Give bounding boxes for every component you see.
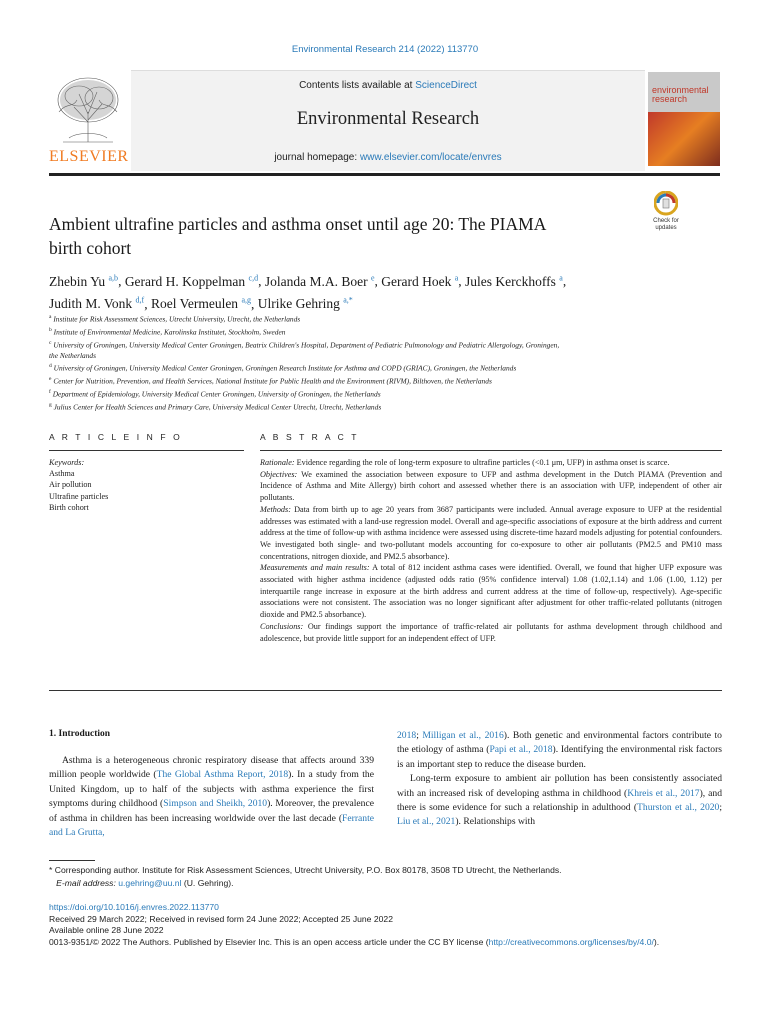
affiliation-text: University of Groningen, University Medical Center Groningen, Beatrix Children's Hospital, Department of Pediatric Pulmonology and Pediatric Allergology, Groningen, [53,340,560,350]
check-updates-icon [654,191,678,217]
body-text: Long-term exposure to ambient air pollution has been consistently associated with an increased risk of developing asthma in childhood ( [397,773,722,799]
citation-link[interactable]: Simpson and Sheikh, 2010 [163,798,268,810]
citation-link[interactable]: Milligan et al., 2016 [422,730,504,741]
doi-link[interactable]: https://doi.org/10.1016/j.envres.2022.113770 [49,902,219,912]
author-separator: , [144,296,151,311]
affiliation-item [49,338,689,351]
author-affiliation-sup[interactable]: a [559,273,563,282]
affiliation-item [49,312,689,325]
title-line-1: Ambient ultrafine particles and asthma onset until age 20: The PIAMA [49,214,547,234]
body-text: ), and there is some evidence for such a relationship in adulthood ( [397,787,723,814]
elsevier-logo[interactable] [49,72,127,166]
contents-line [131,80,645,91]
author[interactable] [465,274,563,289]
author-affiliation-sup[interactable]: a [454,273,459,282]
abstract-results [260,562,722,621]
author[interactable] [49,296,144,311]
author-separator: , [374,273,382,289]
publication-info [49,902,739,949]
license-text: 0013-9351/© 2022 The Authors. Published by Elsevier Inc. This is an open access article under the CC BY license ( [49,937,489,948]
body-text: ). Identifying the environmental risk factors is an important step to reduce the disease burden. [397,744,722,770]
affiliation-item [49,400,689,413]
author[interactable] [49,274,118,289]
keyword-item: Birth cohort [49,502,89,512]
author[interactable] [265,274,375,289]
received-dates: Received 29 March 2022; Received in revised form 24 June 2022; Accepted 25 June 2022 [49,913,393,924]
citation-link[interactable]: Liu et al., 2021 [397,816,456,828]
author-name: Ulrike Gehring [257,296,340,311]
author-separator: , [251,296,258,311]
article-info-heading: A R T I C L E I N F O [49,432,183,442]
footnote-rule [49,860,95,861]
citation-link[interactable]: Thurston et al., 2020 [637,802,720,814]
affiliation-text: Julius Center for Health Sciences and Primary Care, University Medical Center Utrecht, Utrecht, Netherlands [53,402,382,412]
abstract-text: Our findings support the importance of traffic-related air pollutants for asthma development through childhood and adolescence, but provide little support for an independent effect of UFP. [260,621,722,643]
affiliation-item [49,325,689,338]
email-suffix: (U. Gehring). [181,878,234,888]
citation-link[interactable]: Ferrante and La Grutta, [49,812,374,839]
author-name: Judith M. Vonk [49,296,133,311]
affiliation-text: Department of Epidemiology, University Medical Center Groningen, University of Groningen, the Netherlands [52,389,381,399]
title-line-2: birth cohort [49,238,132,258]
affiliation-list [49,312,689,413]
intro-paragraph-1 [49,754,374,840]
body-text: Asthma is a heterogeneous chronic respiratory disease that affects around 339 million people worldwide ( [49,755,374,781]
affiliation-key: f [49,388,51,395]
affiliation-item [49,351,689,361]
affiliation-text: University of Groningen, University Medical Center Groningen, Groningen Research Institute for Asthma and COPD (GRIAC), Groningen, the Netherlands [53,363,517,373]
elsevier-tree-icon [49,72,127,148]
body-text: ). Both genetic and environmental factors contribute to the etiology of asthma ( [397,730,722,756]
journal-cover-image[interactable] [648,72,720,166]
affiliation-text: Institute for Risk Assessment Sciences, Utrecht University, Utrecht, the Netherlands [53,314,301,324]
homepage-line [131,152,645,163]
body-text: ). In a study from the United Kingdom, up to half of the subjects with asthma experience the first symptoms during childhood ( [49,769,374,810]
abstract-label: Rationale: [260,458,295,467]
sciencedirect-link[interactable]: ScienceDirect [415,80,477,91]
author-separator: , [458,273,466,289]
author-name: Gerard H. Koppelman [124,273,246,289]
check-updates-line-2: updates [655,224,677,231]
author-name: Jolanda M.A. Boer [264,273,368,289]
contents-prefix: Contents lists available at [299,80,416,91]
affiliation-key: d [49,363,52,370]
abstract-rationale [260,457,722,469]
license-link[interactable]: http://creativecommons.org/licenses/by/4.0/ [488,937,654,948]
keywords-block [49,457,239,513]
section-heading-introduction: 1. Introduction [49,729,111,739]
homepage-prefix: journal homepage: [274,152,360,163]
cover-title-1: environmental [652,85,709,95]
author-affiliation-sup[interactable]: e [370,273,375,282]
citation-link[interactable]: Papi et al., 2018 [489,744,553,756]
body-column-left [49,754,374,840]
abstract-methods [260,504,722,563]
keyword-item: Air pollution [49,480,92,490]
author[interactable] [381,274,458,289]
author-name: Jules Kerckhoffs [465,273,556,289]
author-name: Zhebin Yu [49,273,106,289]
affiliation-text: Center for Nutrition, Prevention, and Health Services, National Institute for Public Health and the Environment (RIVM), Bilthoven, the Netherlands [53,376,492,386]
author-name: Gerard Hoek [381,273,452,289]
author[interactable] [125,274,258,289]
affiliation-key: e [49,375,52,382]
keyword-item: Asthma [49,469,75,479]
body-text: ). Moreover, the prevalence of asthma in children has been increasing worldwide over the last decade ( [49,798,374,824]
abstract-text: A total of 812 incident asthma cases were identified. Overall, we found that higher UFP exposure was associated with higher asthma incidence (adjusted odds ratio (95% confidence interval) 1.08 (1.02,1.14) and 1.06 (1.00, 1.12) per interquartile range increase in exposure at the birth address and current address at the time of follow-up, respectively). Age-specific associations were not consistent. The association was no longer significant after adjustment for other traffic-related pollutants (nitrogen dioxide and PM2.5 absorbance). [260,563,722,620]
author-separator: , [118,273,125,289]
affiliation-item [49,374,689,387]
abstract-conclusions [260,621,722,644]
abstract-rule [260,450,722,451]
keywords-label: Keywords: [49,458,85,467]
check-for-updates-button[interactable] [648,190,684,230]
body-column-right [397,729,722,830]
author-affiliation-sup[interactable]: a,b [108,273,119,282]
abstract-bottom-rule [49,690,722,691]
author-separator: , [258,273,265,289]
abstract-text: Evidence regarding the role of long-term exposure to ultrafine particles (<0.1 μm, UFP) in asthma onset is scarce. [294,458,670,467]
author-affiliation-sup[interactable]: d,f [135,295,145,305]
journal-name: Environmental Research [296,109,480,129]
license-suffix: ). [653,937,660,948]
header-rule [49,173,720,176]
abstract-body [260,457,722,644]
footnote-text: Corresponding author. Institute for Risk Assessment Sciences, Utrecht University, P.O. Box 80178, 3508 TD Utrecht, the Netherlands. [52,865,562,875]
journal-reference[interactable]: Environmental Research 214 (2022) 113770 [291,44,479,55]
abstract-text: We examined the association between exposure to UFP and asthma development in the Dutch PIAMA (Prevention and Incidence of Asthma and Mite Allergy) birth cohort and assessed whether there is an association with UFP, independent of other air pollutants. [260,469,722,503]
check-updates-line-1: Check for [653,218,679,224]
affiliation-text: the Netherlands [49,350,97,360]
article-info-rule [49,450,244,451]
intro-paragraph-2 [397,772,722,830]
email-link[interactable]: u.gehring@uu.nl [118,878,182,888]
corresponding-author-footnote [49,864,729,890]
abstract-label: Measurements and main results: [260,563,370,573]
abstract-label: Conclusions: [260,621,304,631]
abstract-objectives [260,469,722,504]
journal-homepage-link[interactable]: www.elsevier.com/locate/envres [359,152,502,163]
footnote-marker: * [49,865,53,875]
affiliation-item [49,361,689,374]
citation-link[interactable]: Khreis et al., 2017 [627,787,700,799]
author-list [49,268,729,313]
body-text: ). Relationships with [455,816,536,828]
author[interactable] [258,296,353,311]
abstract-text: Data from birth up to age 20 years from 3687 participants were included. Annual average exposure to UFP at the residential addresses was estimated with a land-use regression model. Overall and age-specific associations of exposure at the birth address and current address at the time of follow-up with asthma incidence were assessed using discrete-time hazard models adjusting for potential confounders. We investigated both single- and two-pollutant models accounting for co-exposure to other air pollutants (PM2.5 and PM10 mass concentrations, nitrogen dioxide, and PM2.5 absorbance). [260,504,722,561]
keyword-item: Ultrafine particles [49,491,109,501]
body-text: ; [416,730,423,741]
abstract-label: Methods: [260,504,291,514]
online-date: Available online 28 June 2022 [49,925,164,936]
affiliation-key: g [49,401,52,408]
abstract-label: Objectives: [260,469,298,479]
author-affiliation-sup[interactable]: a,* [343,295,353,305]
cover-title-2: research [652,94,688,104]
affiliation-key: b [49,326,52,333]
author-name: Roel Vermeulen [150,296,239,311]
elsevier-wordmark: ELSEVIER [49,148,129,165]
body-text: ; [719,802,723,814]
affiliation-item [49,387,689,400]
citation-link[interactable]: 2018 [397,730,417,741]
abstract-heading: A B S T R A C T [260,432,360,442]
author[interactable] [151,296,251,311]
author-separator: , [562,273,567,289]
citation-link[interactable]: The Global Asthma Report, 2018 [156,769,289,781]
affiliation-key: a [49,314,52,320]
article-title [49,212,619,260]
affiliation-text: Institute of Environmental Medicine, Karolinska Institutet, Stockholm, Sweden [53,327,286,337]
email-label: E-mail address: [56,878,116,888]
author-affiliation-sup[interactable]: c,d [248,273,259,282]
affiliation-key: c [49,339,52,346]
intro-paragraph-1-continued [397,729,722,772]
author-affiliation-sup[interactable]: a,g [241,295,251,305]
